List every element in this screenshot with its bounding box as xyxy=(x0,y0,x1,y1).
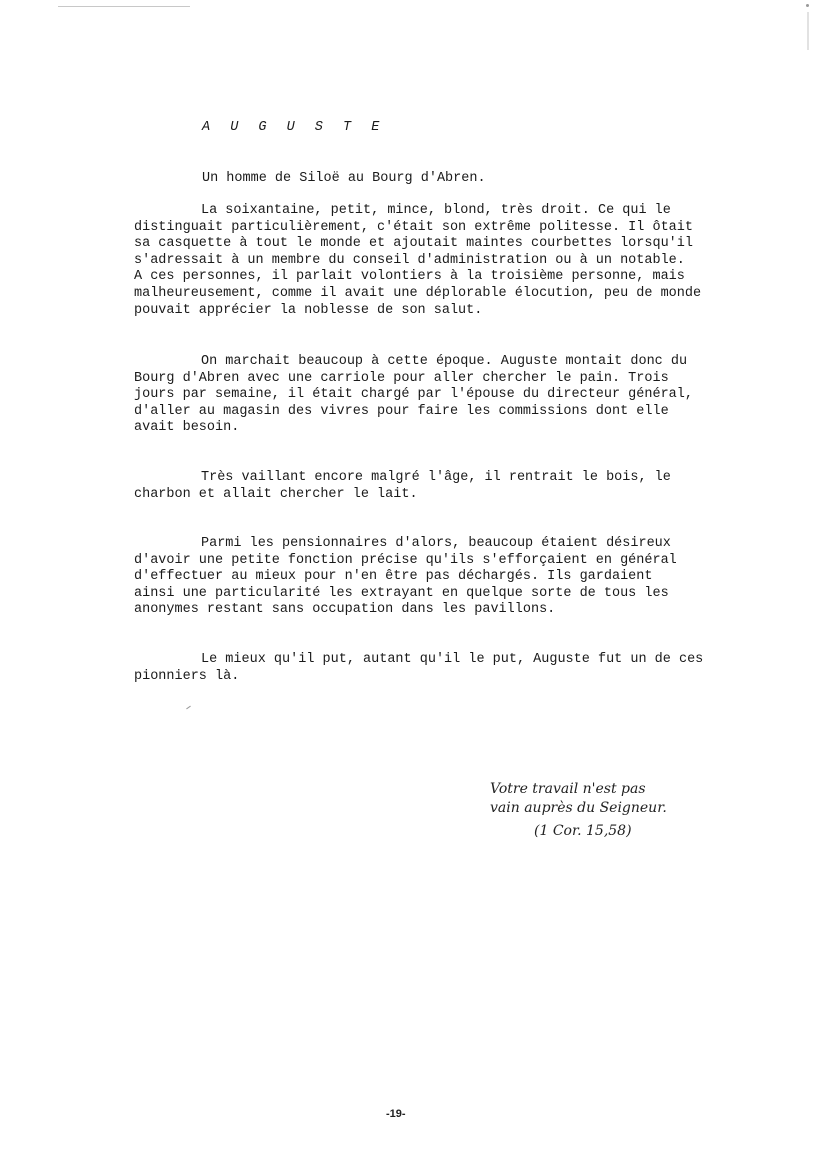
bible-quote xyxy=(490,780,667,841)
paragraph-line: charbon et allait chercher le lait. xyxy=(134,486,418,502)
quote-line: vain auprès du Seigneur. xyxy=(490,800,667,816)
paragraph-line: ainsi une particularité les extrayant en quelque sorte de tous les xyxy=(134,585,669,601)
scan-artifact-mark xyxy=(186,706,191,710)
paragraph-line: Le mieux qu'il put, autant qu'il le put, Auguste fut un de ces xyxy=(201,652,704,667)
scan-artifact-line xyxy=(58,6,190,7)
page-title: A U G U S T E xyxy=(202,120,386,135)
paragraph-line: d'aller au magasin des vivres pour faire les commissions dont elle xyxy=(134,403,669,419)
paragraph-line: Parmi les pensionnaires d'alors, beaucoup étaient désireux xyxy=(201,536,671,551)
paragraph-line: anonymes restant sans occupation dans les pavillons. xyxy=(134,602,556,618)
paragraph-line: malheureusement, comme il avait une déplorable élocution, peu de monde xyxy=(134,285,702,301)
paragraph-line: pionniers là. xyxy=(134,668,240,684)
scan-artifact-dot xyxy=(806,4,809,7)
paragraph-line: La soixantaine, petit, mince, blond, très droit. Ce qui le xyxy=(201,203,671,218)
quote-line: Votre travail n'est pas xyxy=(490,781,646,797)
paragraph-line: Bourg d'Abren avec une carriole pour aller chercher le pain. Trois xyxy=(134,370,669,386)
paragraph-line: d'avoir une petite fonction précise qu'ils s'efforçaient en général xyxy=(134,552,677,568)
paragraph-line: Très vaillant encore malgré l'âge, il rentrait le bois, le xyxy=(201,470,671,485)
paragraph-3 xyxy=(134,470,671,503)
page-number: -19- xyxy=(386,1108,406,1120)
paragraph-line: jours par semaine, il était chargé par l'épouse du directeur général, xyxy=(134,387,693,403)
paragraph-2 xyxy=(134,354,693,437)
paragraph-line: d'effectuer au mieux pour n'en être pas déchargés. Ils gardaient xyxy=(134,569,653,585)
paragraph-4 xyxy=(134,536,677,619)
page-subtitle: Un homme de Siloë au Bourg d'Abren. xyxy=(202,171,486,186)
paragraph-line: sa casquette à tout le monde et ajoutait maintes courbettes lorsqu'il xyxy=(134,236,693,252)
paragraph-1 xyxy=(134,203,701,319)
paragraph-line: A ces personnes, il parlait volontiers à la troisième personne, mais xyxy=(134,269,685,285)
paragraph-line: On marchait beaucoup à cette époque. Auguste montait donc du xyxy=(201,354,688,369)
paragraph-line: distinguait particulièrement, c'était son extrême politesse. Il ôtait xyxy=(134,219,693,235)
paragraph-5 xyxy=(134,652,703,685)
paragraph-line: avait besoin. xyxy=(134,420,240,436)
paragraph-line: s'adressait à un membre du conseil d'administration ou à un notable. xyxy=(134,252,685,268)
paragraph-line: pouvait apprécier la noblesse de son salut. xyxy=(134,302,483,318)
quote-reference: (1 Cor. 15,58) xyxy=(534,823,632,839)
scan-artifact-edge xyxy=(807,12,809,50)
